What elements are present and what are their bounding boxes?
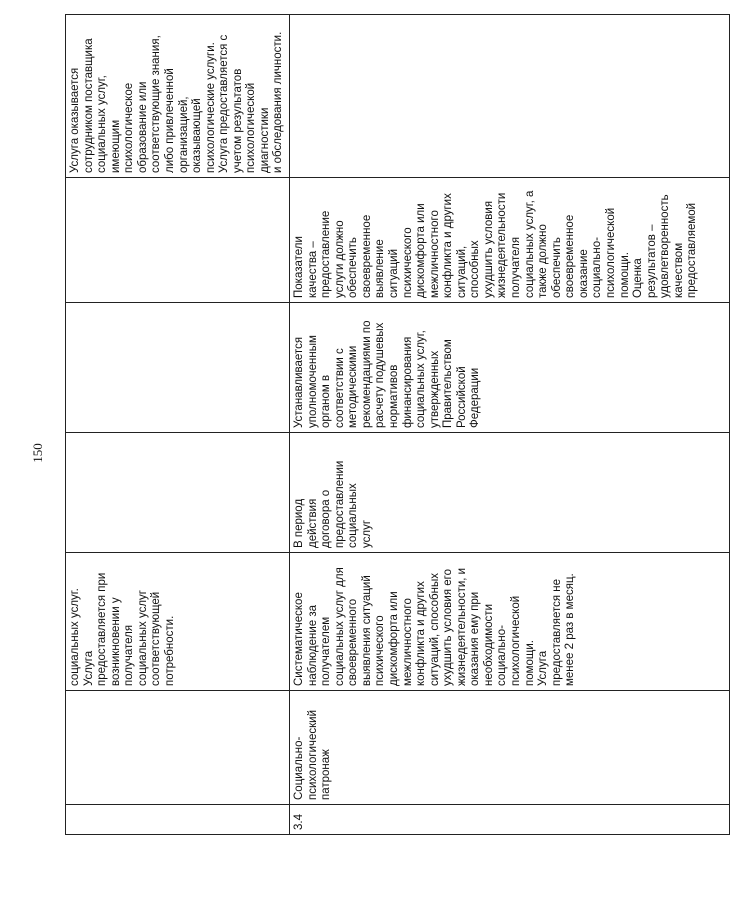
cell-quality: Показатели качества – предоставление услуги должно обеспечить своевременное выявление ситуаций психического дискомфорта или межличностного конфликта и других ситуаций, способных ухудшить условия жизнедеятельности получателя социальных услуг, а также должно обеспечить своевременное оказание социально- психологической помощи. Оценка результатов – удовлетворенность качеством предоставляемой	[290, 178, 730, 303]
cell-number	[66, 805, 290, 835]
page-number: 150	[30, 443, 45, 463]
cell-name-and-description	[290, 553, 730, 805]
cell-tariff: Устанавливается уполномоченным органом в соответствии с методическими рекомендациями по расчету подушевых нормативов финансирования социальных услуг, утвержденных Правительством Российской Федерации	[290, 303, 730, 433]
cell-name	[66, 691, 289, 805]
rotated-table-container	[65, 15, 699, 835]
cell-conditions: Услуга оказывается сотрудником поставщика социальных услуг, имеющим психологическое образование или соответствующие знания, либо привлеченной организацией, оказывающей психологические услуги. Услуга предоставляется с учетом результатов психологической диагностики и обследования личности.	[66, 15, 290, 178]
cell-name: Социально- психологический патронаж	[290, 691, 729, 805]
cell-name-and-description	[66, 553, 290, 805]
cell-description: Систематическое наблюдение за получателем социальных услуг для своевременного выявления ситуаций психического дискомфорта или межличностного конфликта и других ситуаций, способных ухудшить условия его жизнедеятельности, и оказания ему при необходимости социально- психологической помощи. Услуга предоставляется не менее 2 раз в месяц.	[293, 567, 577, 686]
cell-term	[66, 433, 290, 553]
table-row	[290, 15, 730, 835]
cell-number: 3.4	[290, 805, 730, 835]
table-row	[66, 15, 290, 835]
services-table	[65, 14, 730, 835]
cell-description: социальных услуг. Услуга предоставляется при возникновении у получателя социальных услуг соответствующей потребности.	[69, 572, 176, 686]
cell-quality	[66, 178, 290, 303]
cell-tariff	[66, 303, 290, 433]
cell-conditions	[290, 15, 730, 178]
cell-term: В период действия договора о предоставлении социальных услуг	[290, 433, 730, 553]
